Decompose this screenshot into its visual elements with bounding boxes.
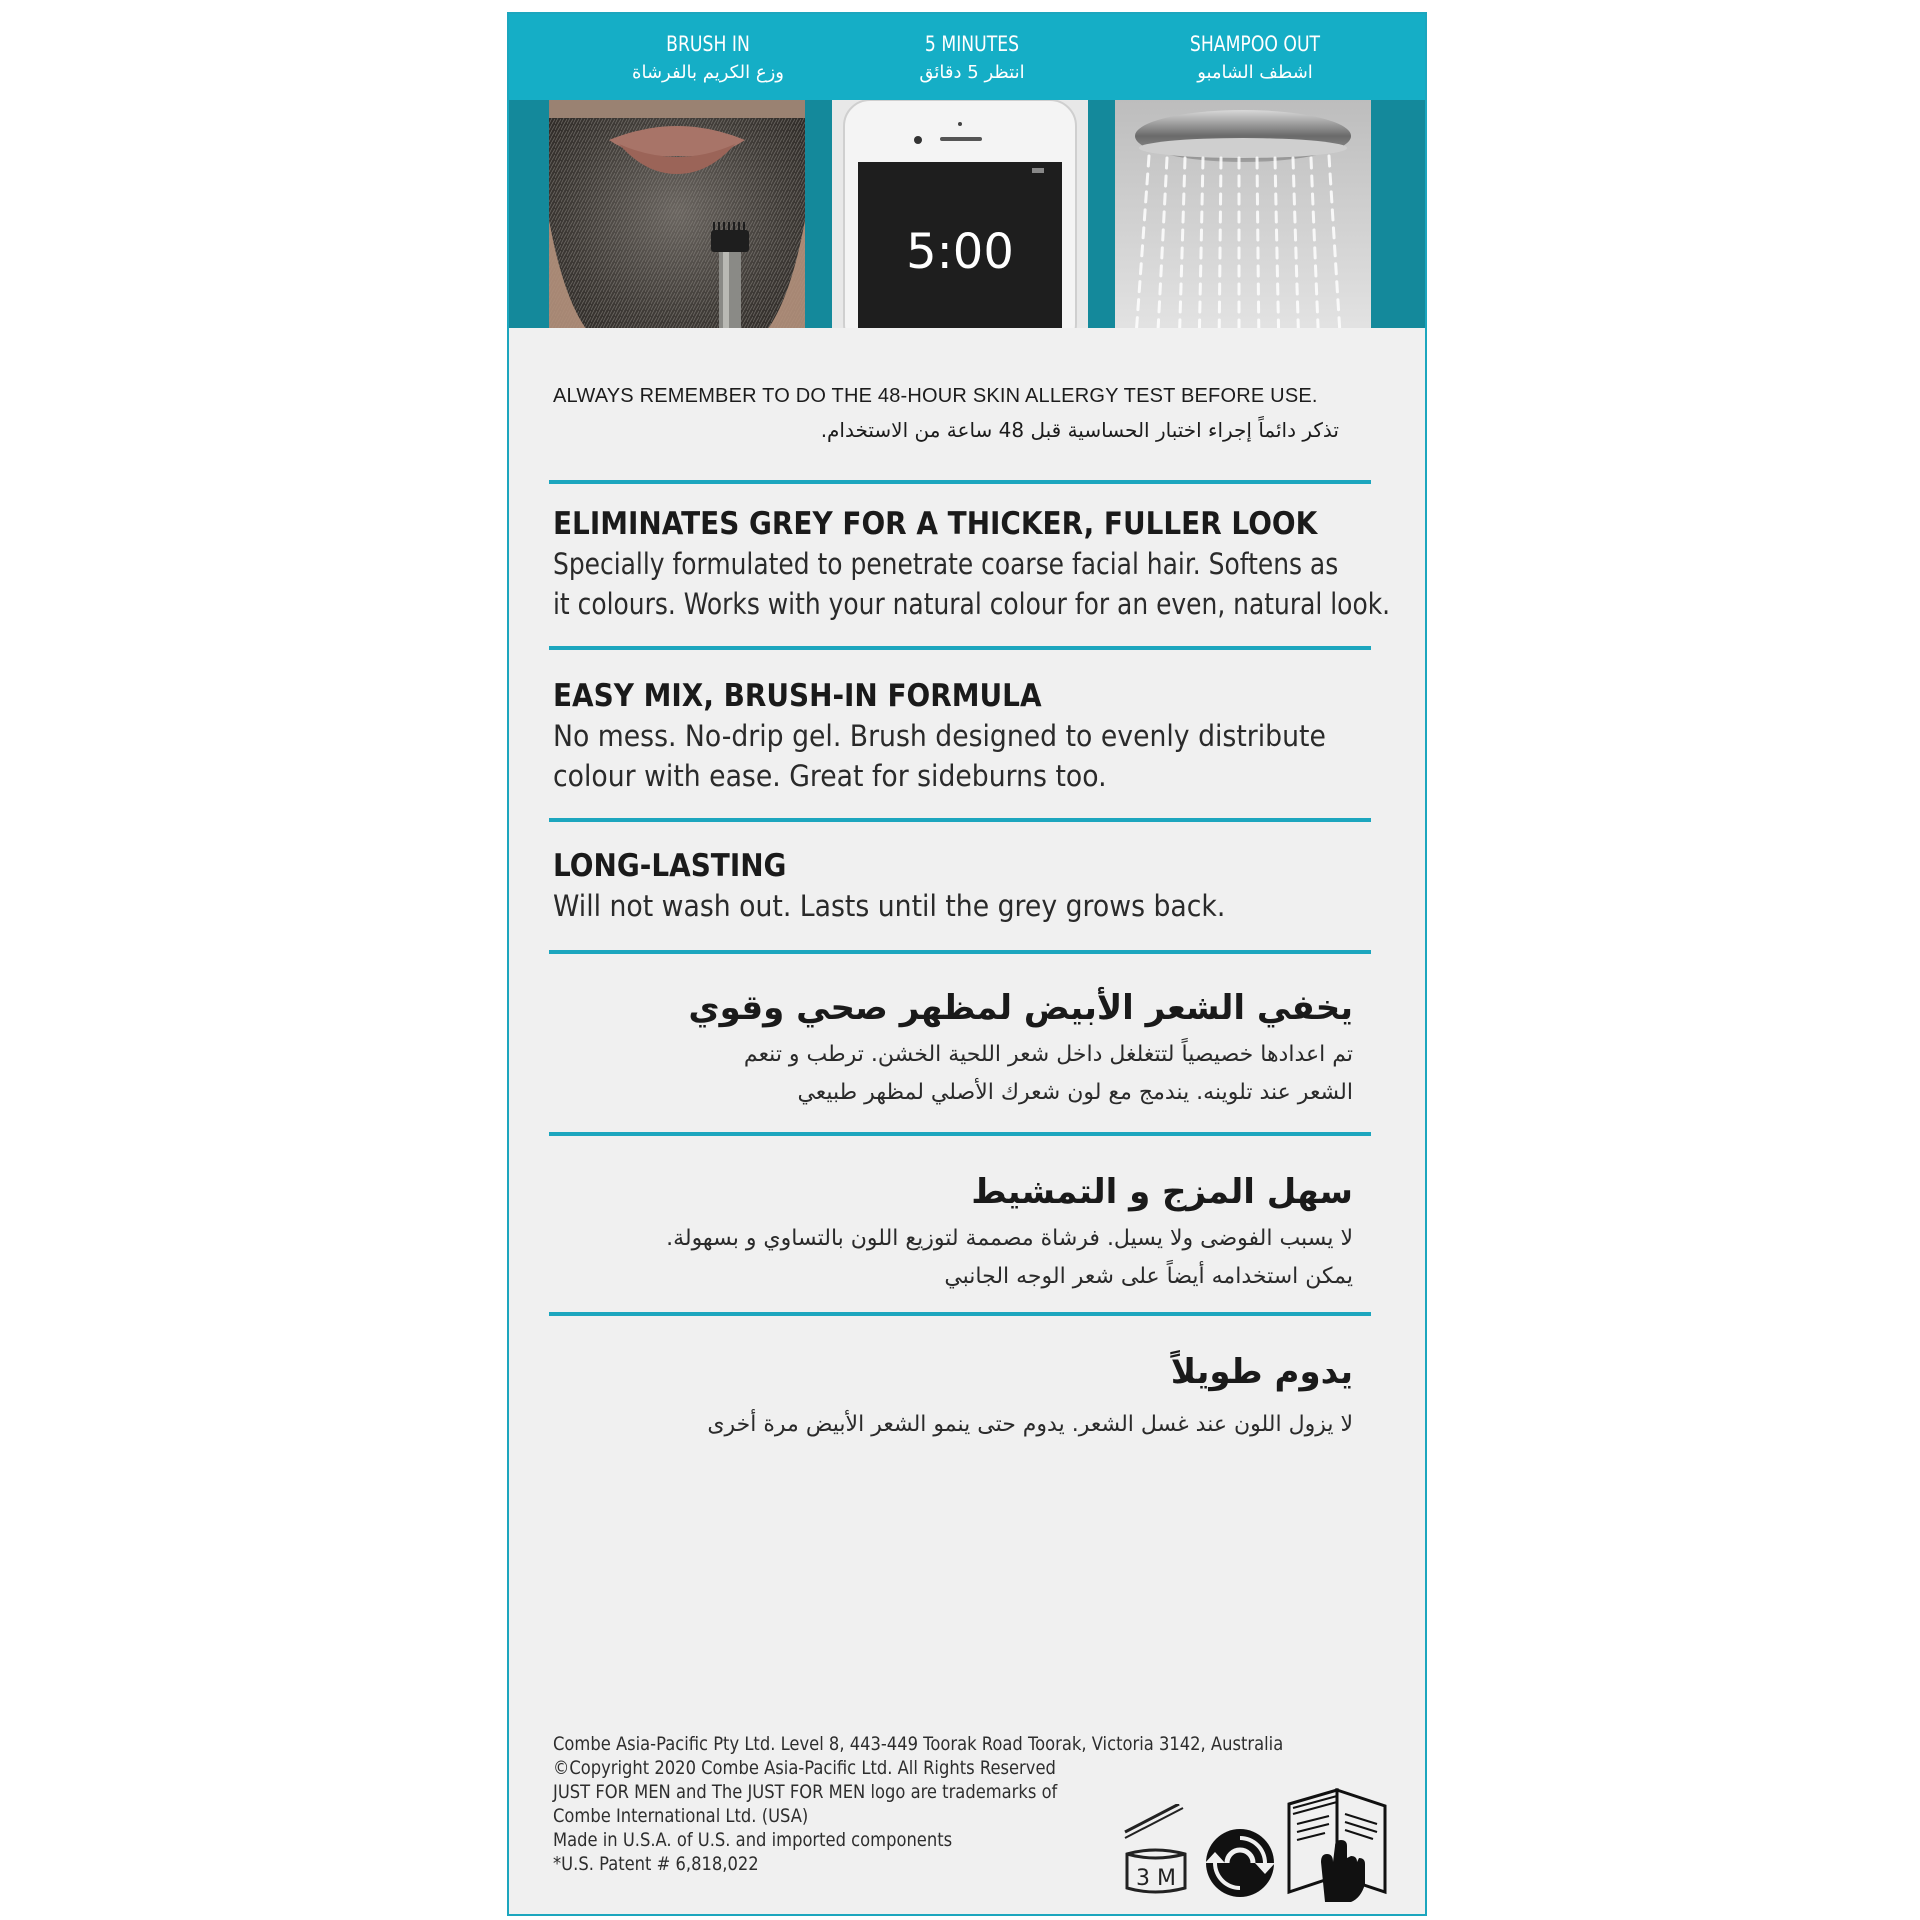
section-ar-1-title: يخفي الشعر الأبيض لمظهر صحي وقوي [688,988,1353,1028]
step-2-title: 5 MINUTES [924,32,1020,56]
step-3-subtitle: اشطف الشامبو [1197,62,1313,83]
section-en-1-body: Specially formulated to penetrate coarse facial hair. Softens as it colours. Works with your natural colour for an even, natural look. [553,547,1391,621]
period-after-opening-label: 3 M [1136,1866,1176,1891]
recycle-icon [1203,1826,1277,1900]
product-box-back [507,12,1427,1916]
section-en-3-title: LONG-LASTING [553,848,787,884]
section-en-3-body: Will not wash out. Lasts until the grey grows back. [553,889,1226,923]
section-en-2-title: EASY MIX, BRUSH-IN FORMULA [553,678,1042,714]
divider-rule [549,1132,1371,1136]
divider-rule [549,818,1371,822]
section-ar-2-body: لا يسبب الفوضى ولا يسيل. فرشاة مصممة لتوزيع اللون بالتساوي و بسهولة. يمكن استخدامه أيضاً على شعر الوجه الجانبي [666,1226,1353,1289]
section-ar-3-title: يدوم طويلاً [1170,1352,1353,1392]
allergy-warning-en: ALWAYS REMEMBER TO DO THE 48-HOUR SKIN ALLERGY TEST BEFORE USE. [553,385,1318,407]
step-1-subtitle: وزع الكريم بالفرشاة [632,62,784,83]
footer-line: ©Copyright 2020 Combe Asia-Pacific Ltd. All Rights Reserved [553,1757,1056,1779]
period-after-opening-icon [1119,1804,1193,1898]
section-ar-3-body: لا يزول اللون عند غسل الشعر. يدوم حتى ينمو الشعر الأبيض مرة أخرى [707,1412,1353,1437]
allergy-warning-ar: تذكر دائماً إجراء اختبار الحساسية قبل 48 ساعة من الاستخدام. [820,418,1339,442]
phone-timer-photo [832,100,1088,350]
section-en-1-title: ELIMINATES GREY FOR A THICKER, FULLER LOOK [553,506,1318,542]
footer-line: Combe Asia-Pacific Pty Ltd. Level 8, 443-449 Toorak Road Toorak, Victoria 3142, Australia [553,1733,1284,1755]
timer-display: 5:00 [906,224,1014,280]
footer-line: JUST FOR MEN and The JUST FOR MEN logo are trademarks of [553,1781,1058,1803]
footer-line: *U.S. Patent # 6,818,022 [553,1853,759,1875]
beard-brush-photo [549,100,805,350]
section-ar-2-title: سهل المزج و التمشيط [971,1172,1353,1212]
divider-rule [549,480,1371,484]
shower-head-photo [1115,100,1371,350]
divider-rule [549,950,1371,954]
divider-rule [549,1312,1371,1316]
step-2-subtitle: انتظر 5 دقائق [919,62,1025,83]
step-1-title: BRUSH IN [666,32,750,56]
footer-line: Combe International Ltd. (USA) [553,1805,809,1827]
read-instructions-icon [1281,1784,1395,1904]
divider-rule [549,646,1371,650]
footer-line: Made in U.S.A. of U.S. and imported components [553,1829,953,1851]
section-ar-1-body: تم اعدادها خصيصياً لتتغلغل داخل شعر اللحية الخشن. ترطب و تنعم الشعر عند تلوينه. يندمج مع لون شعرك الأصلي لمظهر طبيعي [743,1042,1353,1105]
step-3-title: SHAMPOO OUT [1189,32,1321,56]
section-en-2-body: No mess. No-drip gel. Brush designed to evenly distribute colour with ease. Great for sideburns too. [553,719,1326,793]
